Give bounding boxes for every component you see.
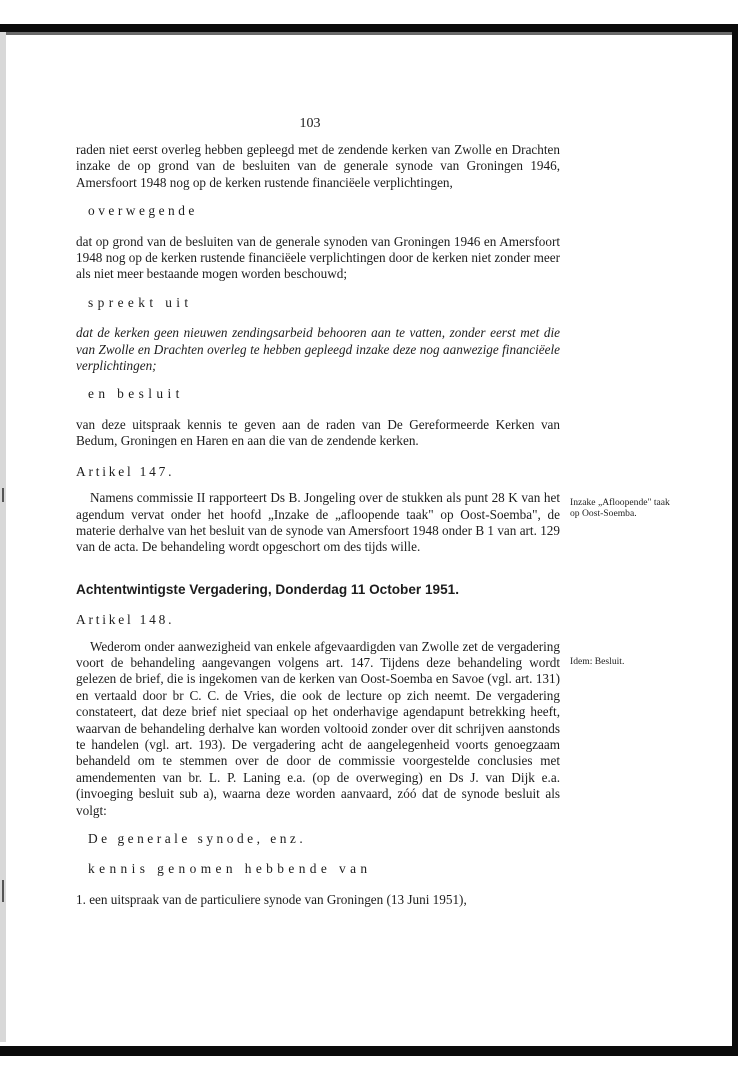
- article-heading-147: Artikel 147.: [76, 463, 175, 479]
- paragraph: Namens commissie II rapporteert Ds B. Jongeling over de stukken als punt 28 K van het agendum vervat onder het hoofd „Inzake de „afloopende taak" op Oost-Soemba", de materie derhalve van het besluit van de synode van Amersfoort 1948 onder B 1 van art. 129 van de acta. De behandeling wordt opgeschort om des tijds wille.: [76, 490, 560, 555]
- keyword-kennis-genomen: kennis genomen hebbende van: [88, 861, 372, 877]
- margin-note-147: Inzake „Afloopende" taak op Oost-Soemba.: [570, 497, 670, 519]
- scan-border-bottom: [0, 1046, 738, 1056]
- keyword-overwegende: overwegende: [88, 203, 198, 219]
- document-body: [76, 142, 560, 908]
- scan-border-right: [732, 24, 738, 1054]
- paragraph: dat op grond van de besluiten van de generale synoden van Groningen 1946 en Amersfoort 1948 nog op de kerken rustende financiëele verplichtingen door de kerken niet zonder meer als niet meer bestaande mogen worden beschouwd;: [76, 233, 560, 282]
- page-number: 103: [299, 116, 321, 131]
- keyword-spreekt-uit: spreekt uit: [88, 294, 193, 310]
- margin-note-148: Idem: Besluit.: [570, 656, 625, 667]
- article-heading-148: Artikel 148.: [76, 612, 175, 628]
- keyword-de-generale-synode: De generale synode, enz.: [88, 831, 307, 846]
- scan-mark: [2, 488, 4, 502]
- paragraph: raden niet eerst overleg hebben gepleegd met de zendende kerken van Zwolle en Drachten inzake de op grond van de besluiten van de generale synode van Groningen 1946, Amersfoort 1948 nog op de kerken rustende financiëele verplichtingen,: [76, 142, 560, 190]
- meeting-heading: Achtentwintigste Vergadering, Donderdag 11 October 1951.: [76, 581, 459, 597]
- paragraph: Wederom onder aanwezigheid van enkele afgevaardigden van Zwolle zet de vergadering voort de behandeling aangevangen volgens art. 147. Tijdens deze behandeling wordt gelezen de brief, die is ingekomen van de kerken van Oost-Soemba en Savoe (vgl. art. 131) en vertaald door br C. C. de Vries, die ook de lecture op zich neemt. De vergadering constateert, dat deze brief niet speciaal op het onderhavige agendapunt betrekking heeft, waarvan de behandeling derhalve kan worden voltooid zonder over dit schrijven aanstonds te handelen (vgl. art. 193). De vergadering acht de aangelegenheid voorts genoegzaam behandeld om te stemmen over de door de commissie voorgestelde conclusies met amendementen van br. L. P. Laning e.a. (op de overweging) en Ds J. van Dijk e.a. (invoeging besluit sub a), waarna deze worden aanvaard, zóó dat de synode besluit als volgt:: [76, 638, 560, 818]
- keyword-en-besluit: en besluit: [88, 386, 184, 402]
- scan-mark: [2, 880, 4, 902]
- scan-border-top: [0, 24, 738, 32]
- paragraph: van deze uitspraak kennis te geven aan de raden van De Gereformeerde Kerken van Bedum, Groningen en Haren en aan die van de zendende kerken.: [76, 416, 560, 449]
- list-item: 1. een uitspraak van de particuliere synode van Groningen (13 Juni 1951),: [76, 891, 467, 907]
- italic-block: [76, 325, 560, 374]
- scan-border-shadow: [0, 32, 738, 35]
- paragraph: dat de kerken geen nieuwen zendingsarbeid behooren aan te vatten, zonder eerst met die van Zwolle en Drachten overleg te hebben gepleegd inzake deze nog aanwezige financiëele verplichtingen;: [76, 325, 560, 374]
